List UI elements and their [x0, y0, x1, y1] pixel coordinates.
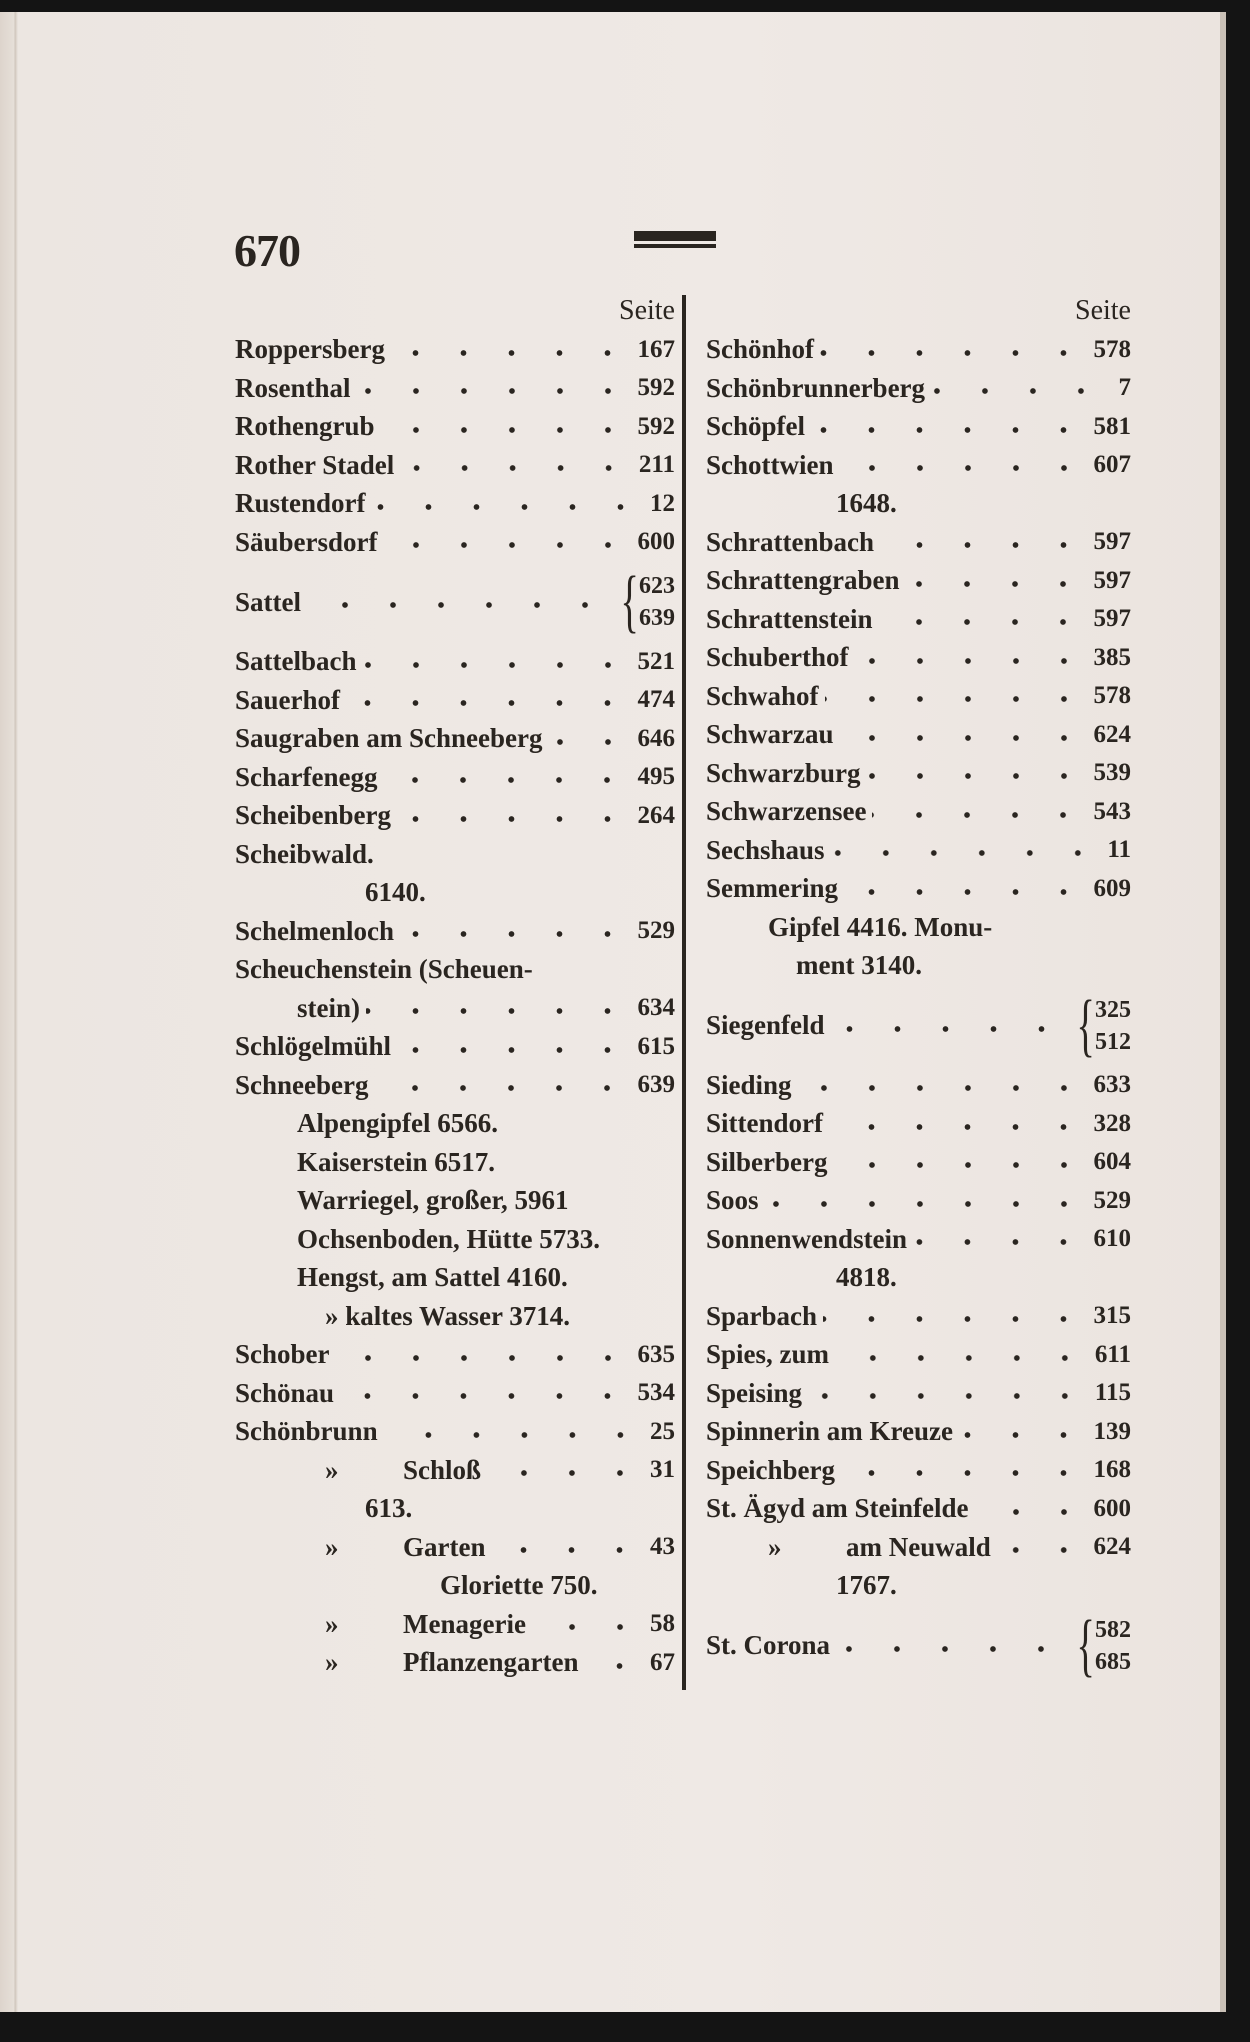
dot-leader: [357, 387, 632, 395]
page-number-ref: 611: [1094, 1340, 1131, 1368]
index-entry: [235, 562, 675, 643]
page-number-ref: 600: [1093, 1494, 1131, 1522]
page-number-ref: 592: [637, 374, 675, 402]
page-number-ref: 385: [1093, 643, 1131, 671]
index-entry: [706, 1105, 1131, 1144]
note-text: Warriegel, großer, 5961: [297, 1185, 569, 1216]
dot-leader: [346, 699, 631, 707]
page-number-ref: 43: [650, 1533, 675, 1561]
note-text: ment 3140.: [796, 950, 922, 981]
index-entry: [235, 523, 675, 562]
index-entry: [235, 1374, 675, 1413]
entry-name: Schloß: [403, 1454, 482, 1485]
index-entry: [706, 1066, 1131, 1105]
index-sub-entry: [706, 1528, 1131, 1567]
index-entry: [235, 1066, 675, 1105]
dot-leader: [825, 695, 1088, 703]
entry-name: Schuberthof: [706, 642, 849, 673]
index-entry: [235, 912, 675, 951]
index-entry: [706, 639, 1131, 678]
entry-name: Roppersberg: [235, 334, 385, 365]
entry-name: Soos: [706, 1185, 759, 1216]
index-entry: [235, 331, 675, 370]
dot-leader: [391, 349, 632, 357]
dot-leader: [397, 815, 631, 823]
entry-name: Sparbach: [706, 1300, 818, 1331]
page-number-ref: 539: [1093, 759, 1131, 787]
entry-name: Schwarzburg: [706, 757, 861, 788]
page-number-ref: 67: [650, 1648, 675, 1676]
dot-leader: [975, 1508, 1088, 1516]
dot-leader: [383, 776, 631, 784]
dot-leader: [374, 1084, 631, 1092]
dot-leader: [834, 1161, 1088, 1169]
dot-leader: [549, 738, 632, 746]
note-text: 4818.: [836, 1262, 897, 1293]
page-number-ref: 168: [1093, 1456, 1131, 1484]
index-entry: [706, 369, 1131, 408]
index-entry: [235, 408, 675, 447]
page-numbers: [1095, 994, 1131, 1058]
index-entry: [706, 523, 1131, 562]
page-number-ref: 607: [1093, 451, 1131, 479]
column-heading-seite: Seite: [619, 295, 675, 327]
index-entry: [235, 446, 675, 485]
index-column-left: [235, 292, 675, 1682]
entry-name: Sauerhof: [235, 684, 341, 715]
ditto-marker: »: [325, 1454, 339, 1485]
index-entry: [235, 797, 675, 836]
page-number-ref: 11: [1107, 836, 1131, 864]
note-text: Kaiserstein 6517.: [297, 1146, 495, 1177]
entry-name: stein): [297, 992, 360, 1023]
index-entry: [235, 369, 675, 408]
index-note: [706, 485, 1131, 524]
index-sub-entry: [235, 1528, 675, 1567]
index-entry: [706, 1374, 1131, 1413]
page-number-ref: 609: [1093, 874, 1131, 902]
dot-leader: [913, 1238, 1087, 1246]
entry-name: Schelmenloch: [235, 915, 394, 946]
dot-leader: [808, 1392, 1089, 1400]
index-entry: [235, 643, 675, 682]
index-note: [706, 1567, 1131, 1606]
page-number-ref: 646: [637, 724, 675, 752]
index-entry: [706, 331, 1131, 370]
index-entry: [706, 408, 1131, 447]
page-number-ref: 167: [637, 335, 675, 363]
note-text: Hengst, am Sattel 4160.: [297, 1262, 568, 1293]
index-note: [235, 1105, 675, 1144]
page-number-ref: 534: [637, 1379, 675, 1407]
index-entry: [706, 754, 1131, 793]
page-number-ref: 578: [1093, 335, 1131, 363]
note-text: » kaltes Wasser 3714.: [325, 1300, 571, 1331]
entry-name: Saugraben am Schneeberg: [235, 723, 543, 754]
dot-leader: [366, 1007, 632, 1015]
page-number-ref: 529: [637, 917, 675, 945]
page-number-ref: 495: [637, 763, 675, 791]
entry-name: Schwarzau: [706, 719, 834, 750]
brace-glyph: {: [620, 563, 639, 640]
entry-name: Schottwien: [706, 449, 834, 480]
page-number-ref: 597: [1093, 605, 1131, 633]
dot-leader: [931, 387, 1105, 395]
index-note: [706, 947, 1131, 986]
ditto-marker: »: [325, 1647, 339, 1678]
ditto-marker: »: [768, 1531, 782, 1562]
entry-name: Schwarzensee: [706, 796, 867, 827]
index-entry: [706, 793, 1131, 832]
page-number-ref: 315: [1093, 1302, 1131, 1330]
dot-leader: [831, 1025, 1066, 1033]
index-note: [235, 1259, 675, 1298]
page-number-ref: 512: [1095, 1028, 1131, 1055]
index-entry: [706, 831, 1131, 870]
index-column-right: [706, 292, 1131, 1686]
index-entry: [235, 951, 675, 990]
dot-leader: [363, 661, 632, 669]
entry-name: Schober: [235, 1339, 330, 1370]
entry-name: Garten: [403, 1531, 486, 1562]
page-number-ref: 529: [1093, 1186, 1131, 1214]
page-brace-group: [615, 563, 675, 640]
index-entry: [706, 716, 1131, 755]
entry-name: Sieding: [706, 1069, 792, 1100]
book-page: [0, 12, 1226, 2012]
dot-leader: [835, 1354, 1089, 1362]
entry-name: Rothengrub: [235, 411, 375, 442]
dot-leader: [487, 1469, 644, 1477]
index-entry: [706, 1297, 1131, 1336]
page-number-ref: 521: [637, 647, 675, 675]
page-numbers: [1095, 1614, 1131, 1678]
page-number-ref: 12: [650, 489, 675, 517]
entry-name: Spinnerin am Kreuze: [706, 1416, 954, 1447]
note-text: 6140.: [365, 877, 426, 908]
index-entry: [706, 1143, 1131, 1182]
rule-thin-line: [634, 244, 716, 248]
entry-name: Schneeberg: [235, 1069, 369, 1100]
index-entry: [235, 758, 675, 797]
index-note: [235, 874, 675, 913]
index-entry: [235, 1413, 675, 1452]
dot-leader: [307, 601, 609, 609]
entry-name: St. Ägyd am Steinfelde: [706, 1493, 969, 1524]
entry-name: Silberberg: [706, 1146, 828, 1177]
dot-leader: [997, 1546, 1088, 1554]
page-number-ref: 325: [1095, 996, 1131, 1023]
dot-leader: [384, 1431, 644, 1439]
page-number: 670: [234, 225, 300, 276]
entry-name: Sechshaus: [706, 834, 825, 865]
entry-name: Rother Stadel: [235, 449, 395, 480]
page-numbers: [639, 570, 675, 634]
rule-thick-line: [634, 231, 716, 241]
entry-name: Scheuchenstein (Scheuen-: [235, 954, 533, 985]
dot-leader: [765, 1200, 1088, 1208]
page-number-ref: 623: [639, 573, 675, 599]
dot-leader: [400, 930, 632, 938]
dot-leader: [959, 1431, 1087, 1439]
index-entry: [706, 870, 1131, 909]
dot-leader: [878, 618, 1087, 626]
page-number-ref: 615: [637, 1032, 675, 1060]
index-entry: [235, 681, 675, 720]
entry-name: Rustendorf: [235, 488, 366, 519]
page-number-ref: 592: [637, 412, 675, 440]
page-number-ref: 31: [650, 1456, 675, 1484]
page-brace-group: [1071, 1606, 1131, 1684]
page-number-ref: 581: [1093, 412, 1131, 440]
entry-name: Rosenthal: [235, 372, 351, 403]
page-number-ref: 328: [1093, 1109, 1131, 1137]
entry-name: Schrattenstein: [706, 603, 873, 634]
ditto-marker: »: [325, 1531, 339, 1562]
ditto-marker: »: [325, 1608, 339, 1639]
page-number-ref: 600: [637, 528, 675, 556]
entry-name: Säubersdorf: [235, 526, 378, 557]
index-entry: [235, 485, 675, 524]
entry-name: Scheibwald.: [235, 838, 374, 869]
entry-name: Sittendorf: [706, 1108, 823, 1139]
index-entry: [235, 989, 675, 1028]
dot-leader: [829, 1123, 1088, 1131]
dot-leader: [841, 1469, 1087, 1477]
entry-name: Speichberg: [706, 1454, 836, 1485]
index-entry: [706, 1490, 1131, 1529]
index-sub-entry: [235, 1644, 675, 1683]
page-number-ref: 634: [637, 994, 675, 1022]
entry-name: Schrattengraben: [706, 565, 900, 596]
index-note: [706, 908, 1131, 947]
entry-name: Schönau: [235, 1377, 335, 1408]
dot-leader: [340, 1392, 631, 1400]
index-entry: [706, 1182, 1131, 1221]
entry-name: Sonnenwendstein: [706, 1223, 908, 1254]
entry-name: Scheibenberg: [235, 800, 392, 831]
index-entry: [706, 562, 1131, 601]
page-number-ref: 25: [650, 1417, 675, 1445]
entry-name: Schönbrunn: [235, 1416, 378, 1447]
page-number-ref: 635: [637, 1340, 675, 1368]
entry-name: Schönbrunnerberg: [706, 372, 926, 403]
entry-name: Schlögelmühl: [235, 1031, 392, 1062]
dot-leader: [840, 464, 1088, 472]
page-brace-group: [1071, 986, 1131, 1064]
index-note: [235, 1297, 675, 1336]
page-number-ref: 7: [1118, 374, 1131, 402]
dot-leader: [836, 1645, 1065, 1653]
entry-name: Menagerie: [403, 1608, 526, 1639]
page-number-ref: 578: [1093, 682, 1131, 710]
column-divider: [682, 295, 686, 1690]
page-number-ref: 624: [1093, 1533, 1131, 1561]
header-rule-ornament: [634, 231, 716, 248]
page-number-ref: 115: [1094, 1379, 1131, 1407]
dot-leader: [880, 541, 1088, 549]
dot-leader: [855, 657, 1088, 665]
entry-name: Speising: [706, 1377, 803, 1408]
entry-name: St. Corona: [706, 1630, 831, 1660]
index-entry: [235, 835, 675, 874]
note-text: Gloriette 750.: [440, 1570, 598, 1601]
dot-leader: [381, 426, 632, 434]
page-number-ref: 597: [1093, 566, 1131, 594]
index-entry: [706, 1413, 1131, 1452]
page-number-ref: 633: [1093, 1071, 1131, 1099]
page-number-ref: 597: [1093, 528, 1131, 556]
index-entry: [706, 600, 1131, 639]
entry-name: am Neuwald: [846, 1531, 991, 1562]
page-number-ref: 474: [637, 686, 675, 714]
entry-name: Schöpfel: [706, 411, 806, 442]
dot-leader: [532, 1623, 644, 1631]
brace-glyph: {: [1076, 1606, 1095, 1684]
dot-leader: [820, 349, 1087, 357]
index-entry: [706, 985, 1131, 1066]
page-number-ref: 639: [637, 1071, 675, 1099]
index-entry: [706, 446, 1131, 485]
dot-leader: [831, 849, 1102, 857]
index-note: [235, 1490, 675, 1529]
entry-name: Schrattenbach: [706, 526, 874, 557]
dot-leader: [584, 1662, 644, 1670]
entry-name: Spies, zum: [706, 1339, 830, 1370]
page-edge: [1220, 12, 1226, 2012]
entry-name: Sattelbach: [235, 646, 357, 677]
entry-name: Schwahof: [706, 680, 819, 711]
index-note: [235, 1143, 675, 1182]
note-text: 1767.: [836, 1570, 897, 1601]
entry-name: Schönhof: [706, 334, 815, 365]
dot-leader: [844, 888, 1088, 896]
entry-name: Scharfenegg: [235, 761, 378, 792]
dot-leader: [400, 464, 633, 472]
page-number-ref: 624: [1093, 720, 1131, 748]
index-entry: [235, 1028, 675, 1067]
note-text: 1648.: [836, 488, 897, 519]
index-entry: [706, 1220, 1131, 1259]
dot-leader: [840, 734, 1088, 742]
index-note: [235, 1182, 675, 1221]
page-number-ref: 610: [1093, 1225, 1131, 1253]
index-entry: [235, 1336, 675, 1375]
dot-leader: [372, 503, 644, 511]
index-note: [235, 1567, 675, 1606]
page-number-ref: 211: [638, 451, 675, 479]
column-heading-seite: Seite: [1075, 295, 1131, 327]
entry-name: Pflanzengarten: [403, 1647, 579, 1678]
dot-leader: [384, 541, 632, 549]
note-text: Ochsenboden, Hütte 5733.: [297, 1223, 601, 1254]
page-number-ref: 582: [1095, 1616, 1131, 1643]
dot-leader: [811, 426, 1087, 434]
dot-leader: [798, 1084, 1088, 1092]
page-number-ref: 264: [637, 801, 675, 829]
entry-name: Semmering: [706, 873, 838, 904]
index-note: [235, 1220, 675, 1259]
dot-leader: [867, 772, 1088, 780]
index-entry: [706, 677, 1131, 716]
dot-leader: [905, 580, 1087, 588]
note-text: 613.: [365, 1493, 413, 1524]
index-entry: [235, 720, 675, 759]
index-entry: [706, 1336, 1131, 1375]
page-number-ref: 685: [1095, 1648, 1131, 1675]
dot-leader: [823, 1315, 1087, 1323]
index-entry: [706, 1605, 1131, 1686]
page-number-ref: 58: [650, 1610, 675, 1638]
dot-leader: [872, 811, 1087, 819]
page-number-ref: 604: [1093, 1148, 1131, 1176]
index-entry: [706, 1451, 1131, 1490]
page-number-ref: 139: [1093, 1417, 1131, 1445]
note-text: Gipfel 4416. Monu-: [768, 911, 993, 942]
dot-leader: [336, 1354, 632, 1362]
page-number-ref: 543: [1093, 797, 1131, 825]
index-sub-entry: [235, 1451, 675, 1490]
page-number-ref: 639: [639, 605, 675, 631]
entry-name: Sattel: [235, 586, 301, 617]
index-sub-entry: [235, 1605, 675, 1644]
index-note: [706, 1259, 1131, 1298]
brace-glyph: {: [1076, 986, 1095, 1064]
note-text: Alpengipfel 6566.: [297, 1108, 499, 1139]
entry-name: Siegenfeld: [706, 1010, 825, 1040]
dot-leader: [397, 1046, 631, 1054]
dot-leader: [491, 1546, 644, 1554]
